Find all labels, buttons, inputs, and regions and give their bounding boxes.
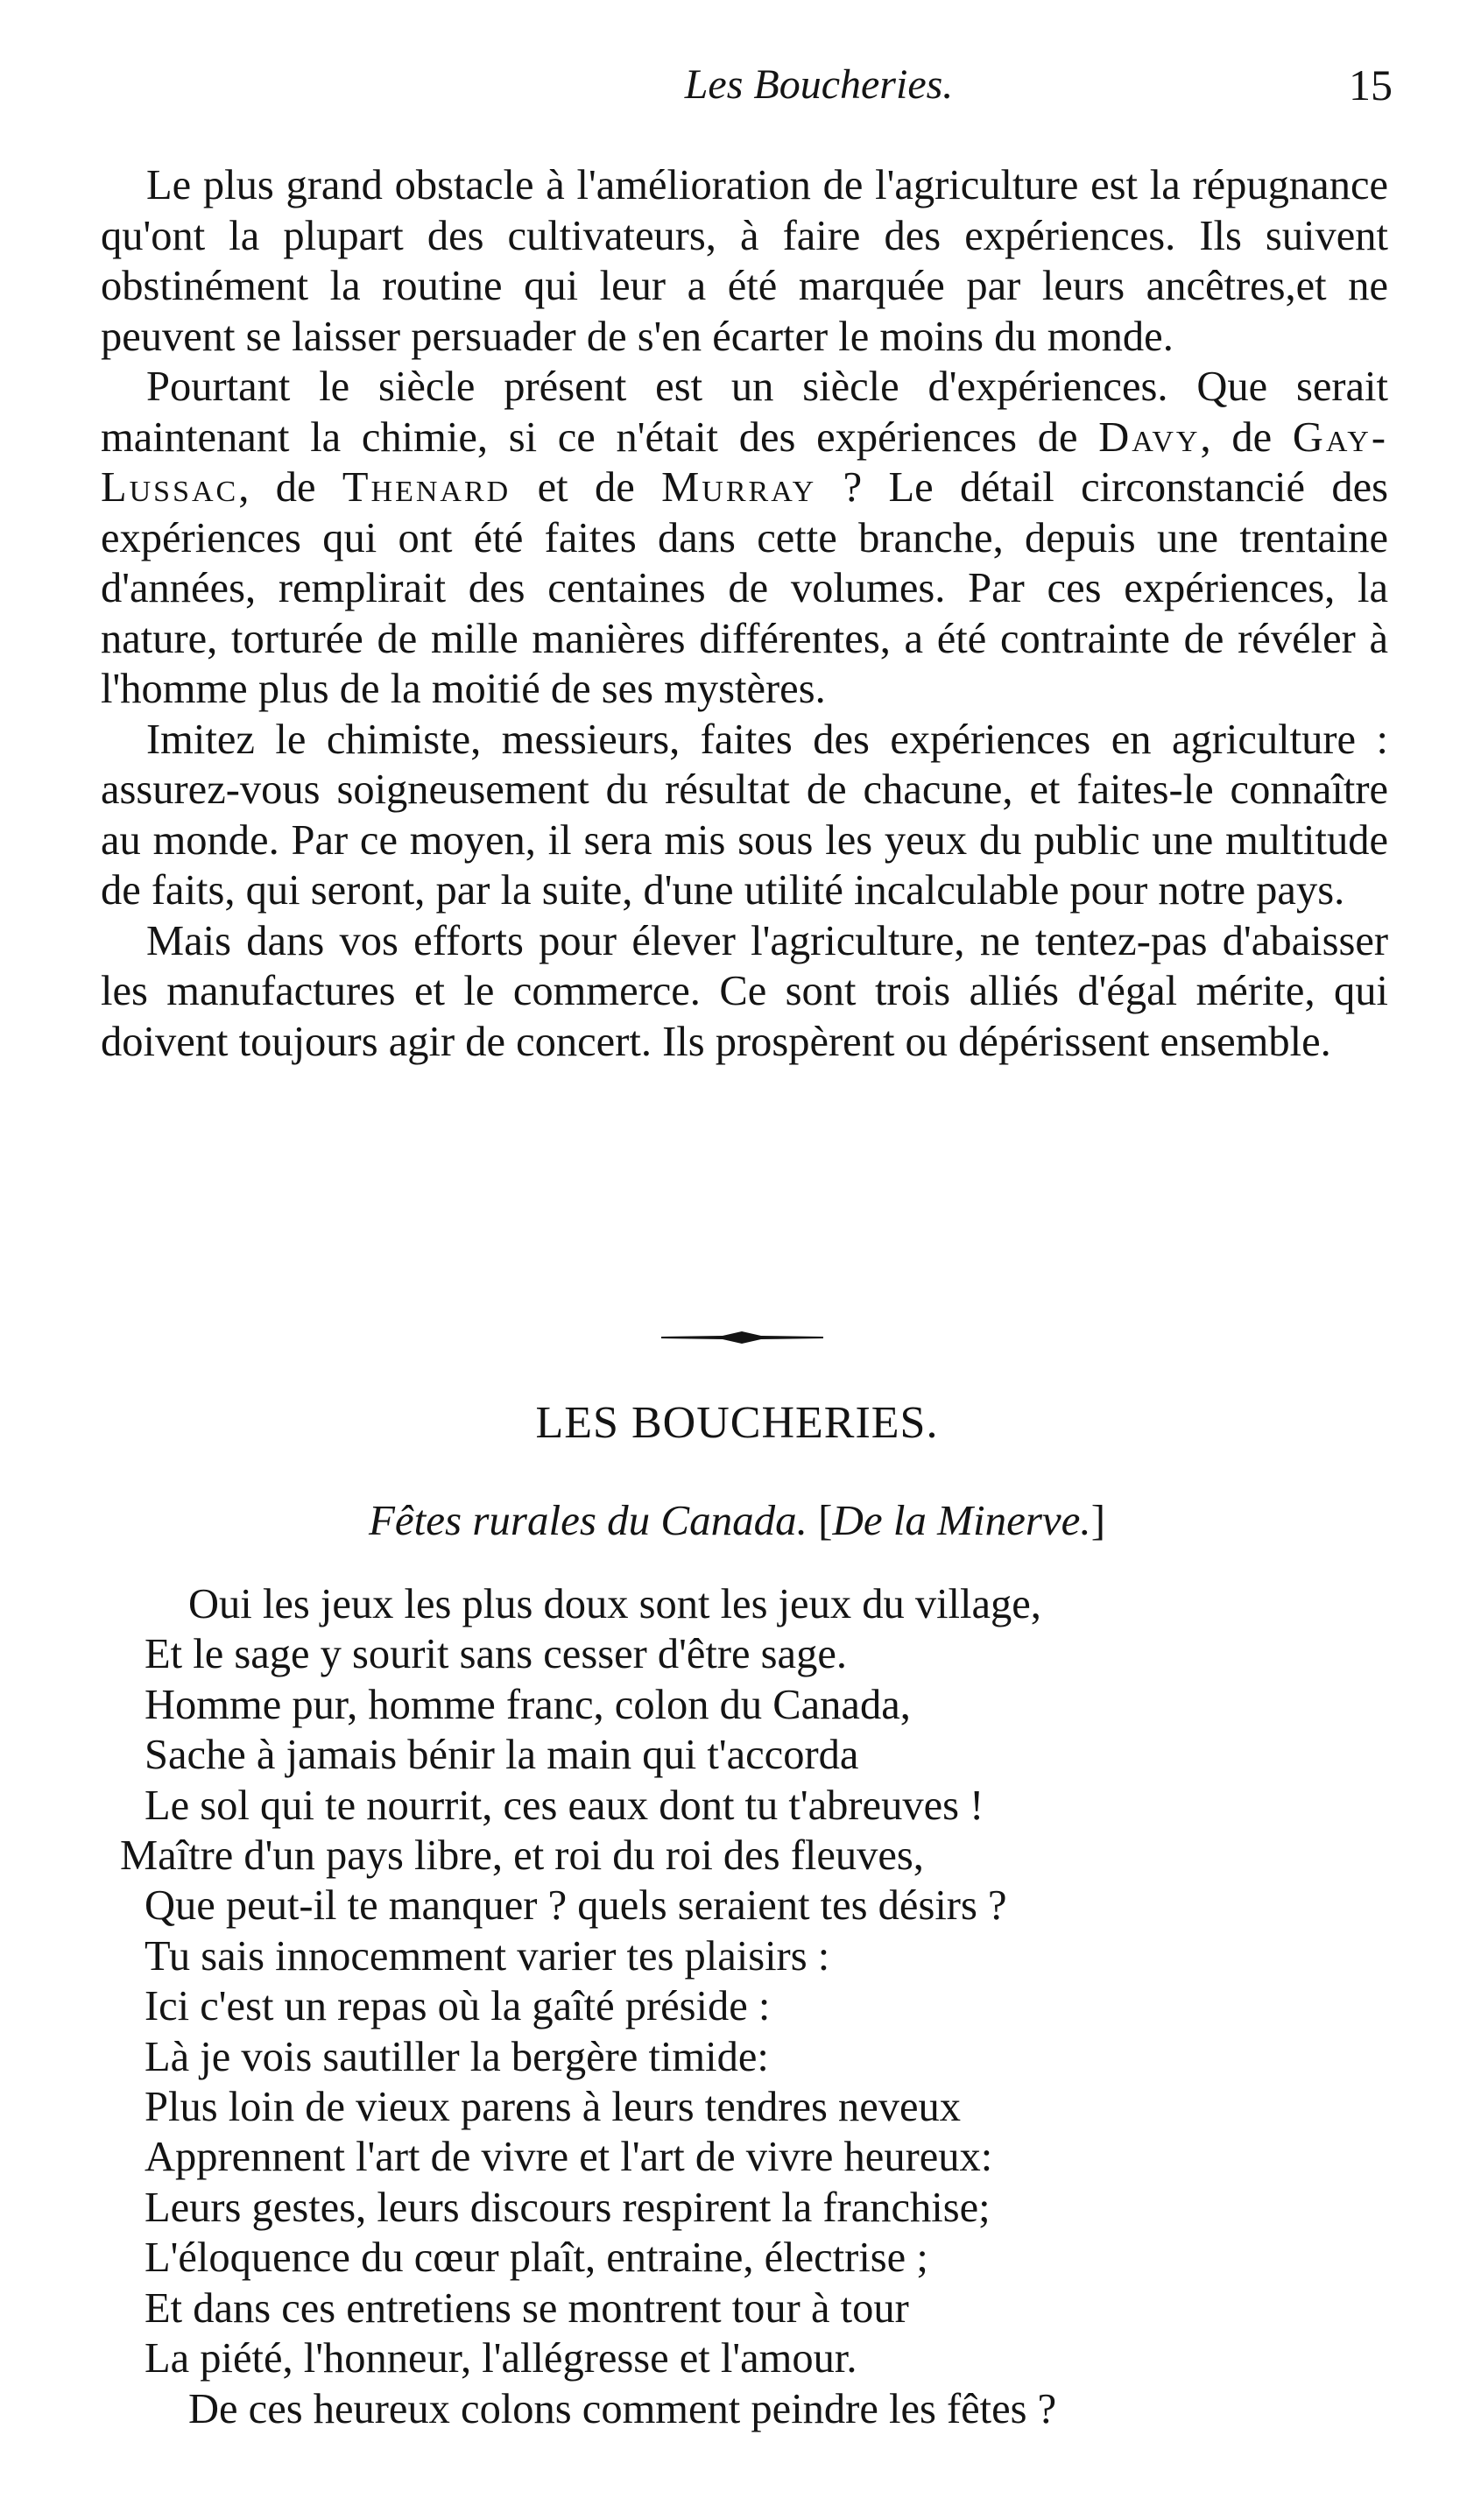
poem-line: Plus loin de vieux parens à leurs tendres neveux xyxy=(145,2084,962,2131)
proper-name: Murray xyxy=(661,464,817,511)
section-source xyxy=(0,1492,1474,1549)
poem-line: Maître d'un pays libre, et roi du roi des fleuves, xyxy=(120,1832,924,1880)
running-title: Les Boucheries. xyxy=(684,61,954,108)
poem-line: Tu sais innocemment varier tes plaisirs : xyxy=(145,1932,830,1980)
page-number: 15 xyxy=(1349,60,1393,109)
source-subtitle: Fêtes rurales du Canada. xyxy=(368,1496,808,1544)
paragraph-text: Pourtant le siècle présent est un siècle d'expériences. Que serait maintenant la chimie, si ce n'était des expériences de xyxy=(101,364,1388,461)
poem-line: Leurs gestes, leurs discours respirent la franchise; xyxy=(145,2184,991,2231)
poem-line: La piété, l'honneur, l'allégresse et l'amour. xyxy=(145,2335,857,2382)
poem-line: Le sol qui te nourrit, ces eaux dont tu t'abreuves ! xyxy=(145,1782,984,1829)
paragraph-text: Le plus grand obstacle à l'amélioration de l'agriculture est la répugnance qu'ont la plupart des cultivateurs, à faire des expériences. Ils suivent obstinément la routine qui leur a été marquée par leurs ancêtres,et ne peuvent se laisser persuader de s'en écarter le moins du monde. xyxy=(101,162,1388,360)
source-bracket-close: ] xyxy=(1090,1496,1106,1544)
poem-line: Que peut-il te manquer ? quels seraient tes désirs ? xyxy=(145,1882,1007,1930)
paragraph-text: et de xyxy=(511,464,662,511)
proper-name: Gay-Lussac xyxy=(101,413,1388,511)
proper-name: Davy xyxy=(1098,413,1201,461)
poem-line: Là je vois sautiller la bergère timide: xyxy=(145,2033,769,2080)
poem-line: Sache à jamais bénir la main qui t'accorda xyxy=(145,1732,859,1779)
poem-line: Apprennent l'art de vivre et l'art de vivre heureux: xyxy=(145,2134,993,2181)
paragraph-text: ? Le détail circonstancié des expériences qui ont été faites dans cette branche, depuis une trentaine d'années, remplirait des centaines de volumes. Par ces expériences, la nature, torturée de mille manières différentes, a été contrainte de révéler à l'homme plus de la moitié de ses mystères. xyxy=(101,464,1389,712)
source-bracket-open: [ xyxy=(818,1496,833,1544)
paragraph-text: , de xyxy=(238,464,342,511)
paragraph-text: Imitez le chimiste, messieurs, faites des expériences en agriculture : assurez-vous soigneusement du résultat de chacune, et faites-le connaître au monde. Par ce moyen, il sera mis sous les yeux du public une multitude de faits, qui seront, par la suite, d'une utilité incalculable pour notre pays. xyxy=(101,716,1388,914)
body-text xyxy=(101,160,1388,1067)
poem-line: Et le sage y sourit sans cesser d'être sage. xyxy=(145,1631,847,1678)
poem-line: De ces heureux colons comment peindre les fêtes ? xyxy=(188,2385,1057,2432)
poem-line: Oui les jeux les plus doux sont les jeux du village, xyxy=(188,1581,1041,1627)
source-publication: De la Minerve. xyxy=(832,1496,1091,1544)
proper-name: Thenard xyxy=(342,464,511,511)
poem-line: L'éloquence du cœur plaît, entraine, électrise ; xyxy=(145,2234,928,2282)
paragraph-text: Mais dans vos efforts pour élever l'agriculture, ne tentez-pas d'abaisser les manufactures et le commerce. Ce sont trois alliés d'égal mérite, qui doivent toujours agir de concert. Ils prospèrent ou dépérissent ensemble. xyxy=(101,917,1388,1065)
section-divider-ornament xyxy=(661,1328,823,1347)
section-title: LES BOUCHERIES. xyxy=(535,1398,939,1448)
poem-line: Ici c'est un repas où la gaîté préside : xyxy=(145,1983,771,2030)
paragraph xyxy=(101,715,1388,916)
paragraph xyxy=(101,160,1388,362)
poem xyxy=(101,1579,1388,2434)
paragraph-text: , de xyxy=(1200,413,1293,461)
poem-line: Et dans ces entretiens se montrent tour à tour xyxy=(145,2284,909,2332)
running-header xyxy=(101,54,1414,116)
poem-line: Homme pur, homme franc, colon du Canada, xyxy=(145,1681,911,1728)
paragraph xyxy=(101,362,1388,715)
paragraph xyxy=(101,916,1388,1068)
